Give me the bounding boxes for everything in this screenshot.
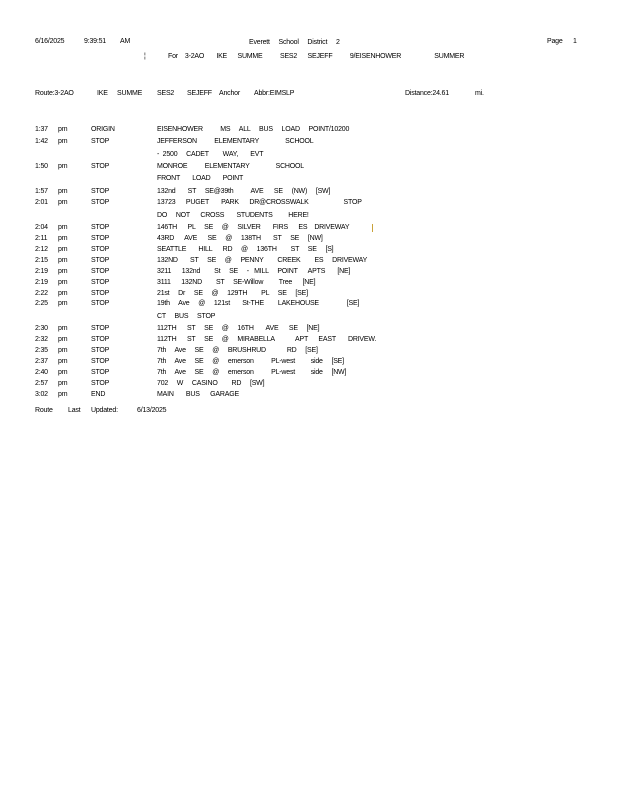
stop-time: 3:02 bbox=[35, 391, 48, 398]
stop-ampm: pm bbox=[58, 358, 68, 365]
stop-time: 2:01 bbox=[35, 199, 48, 206]
footer-last: Last bbox=[68, 407, 81, 414]
stop-ampm: pm bbox=[58, 138, 68, 145]
stop-ampm: pm bbox=[58, 347, 68, 354]
report-date: 6/16/2025 bbox=[35, 38, 65, 45]
stop-description: EISENHOWER MS ALL BUS LOAD POINT/10200 bbox=[157, 126, 350, 133]
stop-description: MONROE ELEMENTARY SCHOOL bbox=[157, 163, 304, 170]
page-number: 1 bbox=[573, 38, 577, 45]
footer-updated: Updated: bbox=[91, 407, 118, 414]
stop-ampm: pm bbox=[58, 163, 68, 170]
stop-description: 112TH ST SE @ MIRABELLA APT EAST DRIVEW. bbox=[157, 336, 377, 343]
stop-type: STOP bbox=[91, 235, 110, 242]
stop-type: STOP bbox=[91, 199, 110, 206]
stop-description: 7th Ave SE @ emerson PL-west side [SE] bbox=[157, 358, 344, 365]
route-ike: IKE bbox=[97, 90, 108, 97]
stop-time: 2:30 bbox=[35, 325, 48, 332]
stop-time: 2:37 bbox=[35, 358, 48, 365]
stop-ampm: pm bbox=[58, 325, 68, 332]
stop-type: STOP bbox=[91, 257, 110, 264]
stop-description: 146TH PL SE @ SILVER FIRS ES DRIVEWAY bbox=[157, 224, 350, 231]
stop-ampm: pm bbox=[58, 391, 68, 398]
route-anchor: Anchor bbox=[219, 90, 240, 97]
route-summe: SUMME bbox=[117, 90, 143, 97]
stop-description: MAIN BUS GARAGE bbox=[157, 391, 239, 398]
stop-description: 7th Ave SE @ emerson PL-west side [NW] bbox=[157, 369, 347, 376]
stop-type: STOP bbox=[91, 246, 110, 253]
stop-type: STOP bbox=[91, 325, 110, 332]
stop-time: 2:19 bbox=[35, 268, 48, 275]
stop-description: 3211 132nd St SE - MILL POINT APTS [NE] bbox=[157, 268, 351, 275]
stop-time: 2:15 bbox=[35, 257, 48, 264]
footer-route: Route bbox=[35, 407, 53, 414]
stop-description: 3111 132ND ST SE-Willow Tree [NE] bbox=[157, 279, 316, 286]
stop-description: - 2500 CADET WAY, EVT bbox=[157, 151, 264, 158]
stop-time: 2:57 bbox=[35, 380, 48, 387]
stop-ampm: pm bbox=[58, 369, 68, 376]
stop-description: CT BUS STOP bbox=[157, 313, 216, 320]
stop-time: 2:35 bbox=[35, 347, 48, 354]
stop-ampm: pm bbox=[58, 199, 68, 206]
stop-ampm: pm bbox=[58, 246, 68, 253]
stop-type: STOP bbox=[91, 380, 110, 387]
stop-ampm: pm bbox=[58, 279, 68, 286]
stop-description: 21st Dr SE @ 129TH PL SE [SE] bbox=[157, 290, 308, 297]
route-sejeff: SEJEFF bbox=[187, 90, 212, 97]
stop-type: STOP bbox=[91, 188, 110, 195]
stop-type: STOP bbox=[91, 369, 110, 376]
stop-ampm: pm bbox=[58, 336, 68, 343]
stop-type: STOP bbox=[91, 290, 110, 297]
stop-description: SEATTLE HILL RD @ 136TH ST SE [S] bbox=[157, 246, 334, 253]
stop-description: 19th Ave @ 121st St-THE LAKEHOUSE [SE] bbox=[157, 300, 360, 307]
stop-time: 2:25 bbox=[35, 300, 48, 307]
stop-description: 43RD AVE SE @ 138TH ST SE [NW] bbox=[157, 235, 323, 242]
stop-time: 2:12 bbox=[35, 246, 48, 253]
route-abbr: Abbr:EIMSLP bbox=[254, 90, 295, 97]
stop-type: STOP bbox=[91, 358, 110, 365]
distance-units: mi. bbox=[475, 90, 484, 97]
stop-ampm: pm bbox=[58, 224, 68, 231]
stop-ampm: pm bbox=[58, 235, 68, 242]
stop-time: 1:37 bbox=[35, 126, 48, 133]
stop-type: STOP bbox=[91, 224, 110, 231]
stop-type: STOP bbox=[91, 347, 110, 354]
footer-date: 6/13/2025 bbox=[137, 407, 167, 414]
page-label: Page bbox=[547, 38, 563, 45]
route-id: Route:3-2AO bbox=[35, 90, 74, 97]
stop-description: 13723 PUGET PARK DR@CROSSWALK STOP bbox=[157, 199, 362, 206]
stop-description: JEFFERSON ELEMENTARY SCHOOL bbox=[157, 138, 314, 145]
stop-type: STOP bbox=[91, 268, 110, 275]
stop-type: STOP bbox=[91, 300, 110, 307]
stop-type: STOP bbox=[91, 336, 110, 343]
stop-description: 702 W CASINO RD [SW] bbox=[157, 380, 265, 387]
stop-description: FRONT LOAD POINT bbox=[157, 175, 244, 182]
stop-time: 1:50 bbox=[35, 163, 48, 170]
stop-ampm: pm bbox=[58, 126, 68, 133]
stop-ampm: pm bbox=[58, 380, 68, 387]
stop-description: DO NOT CROSS STUDENTS HERE! bbox=[157, 212, 309, 219]
stop-time: 2:04 bbox=[35, 224, 48, 231]
stop-type: END bbox=[91, 391, 106, 398]
route-ses2: SES2 bbox=[157, 90, 175, 97]
stop-description: 112TH ST SE @ 16TH AVE SE [NE] bbox=[157, 325, 320, 332]
stop-time: 2:22 bbox=[35, 290, 48, 297]
cursor-mark bbox=[372, 224, 373, 232]
stop-ampm: pm bbox=[58, 268, 68, 275]
stop-description: 132nd ST SE@39th AVE SE (NW) [SW] bbox=[157, 188, 331, 195]
stop-time: 2:40 bbox=[35, 369, 48, 376]
district-title: Everett School District 2 bbox=[249, 39, 340, 46]
stop-time: 1:57 bbox=[35, 188, 48, 195]
for-line: For 3-2AO IKE SUMME SES2 SEJEFF 9/EISENHOWER SUMMER bbox=[168, 53, 465, 60]
stop-type: ORIGIN bbox=[91, 126, 115, 133]
stop-type: STOP bbox=[91, 163, 110, 170]
stop-description: 7th Ave SE @ BRUSHRUD RD [SE] bbox=[157, 347, 318, 354]
stop-time: 2:11 bbox=[35, 235, 48, 242]
report-time: 9:39:51 bbox=[84, 38, 106, 45]
stop-ampm: pm bbox=[58, 257, 68, 264]
stop-ampm: pm bbox=[58, 290, 68, 297]
stop-ampm: pm bbox=[58, 188, 68, 195]
stop-type: STOP bbox=[91, 138, 110, 145]
report-time-ampm: AM bbox=[120, 38, 131, 45]
stop-description: 132ND ST SE @ PENNY CREEK ES DRIVEWAY bbox=[157, 257, 368, 264]
stop-time: 2:32 bbox=[35, 336, 48, 343]
stop-time: 2:19 bbox=[35, 279, 48, 286]
stop-type: STOP bbox=[91, 279, 110, 286]
stop-ampm: pm bbox=[58, 300, 68, 307]
bullet-mark: ¦ bbox=[144, 53, 146, 60]
stop-time: 1:42 bbox=[35, 138, 48, 145]
route-distance: Distance:24.61 bbox=[405, 90, 449, 97]
